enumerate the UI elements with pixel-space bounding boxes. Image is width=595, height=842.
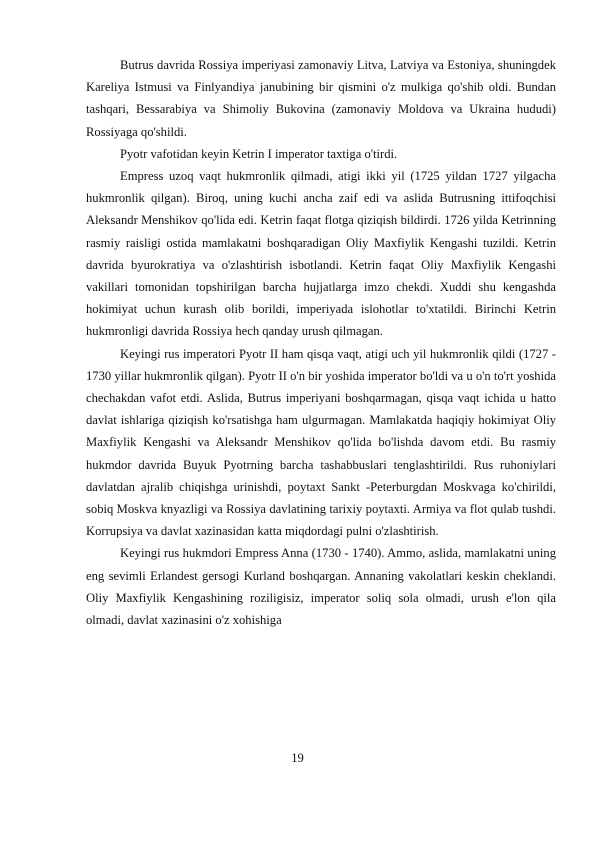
page-number: 19 — [291, 751, 304, 765]
paragraph: Empress uzoq vaqt hukmronlik qilmadi, atigi ikki yil (1725 yildan 1727 yilgacha hukmronlik qilgan). Biroq, uning kuchi ancha zaif edi va aslida Butrusning ittifoqchisi Aleksandr Menshikov qo'lida edi. Ketrin faqat flotga qiziqish bildirdi. 1726 yilda Ketrinning rasmiy raisligi ostida mamlakatni boshqaradigan Oliy Maxfiylik Kengashi tuzildi. Ketrin davrida byurokratiya va o'zlashtirish isbotlandi. Ketrin faqat Oliy Maxfiylik Kengashi vakillari tomonidan topshirilgan barcha hujjatlarga imzo chekdi. Xuddi shu kengashda hokimiyat uchun kurash olib borildi, imperiyada islohotlar to'xtatildi. Birinchi Ketrin hukmronligi davrida Rossiya hech qanday urush qilmagan. — [86, 169, 556, 339]
paragraph: Keyingi rus hukmdori Empress Anna (1730 - 1740). Ammo, aslida, mamlakatni uning eng sevimli Erlandest gersogi Kurland boshqargan. Annaning vakolatlari keskin cheklandi. Oliy Maxfiylik Kengashining roziligisiz, imperator soliq sola olmadi, urush e'lon qila olmadi, davlat xazinasini o'z xohishiga — [86, 546, 556, 628]
text-body — [86, 54, 556, 631]
paragraph: Keyingi rus imperatori Pyotr II ham qisqa vaqt, atigi uch yil hukmronlik qildi (1727 - 1730 yillar hukmronlik qilgan). Pyotr II o'n bir yoshida imperator bo'ldi va u o'n to'rt yoshida chechakdan vafot etdi. Aslida, Butrus imperiyani boshqarmagan, qisqa vaqt ichida u hatto davlat ishlariga qiziqish ko'rsatishga ham ulgurmagan. Mamlakatda haqiqiy hokimiyat Oliy Maxfiylik Kengashi va Aleksandr Menshikov qo'lida bo'lishda davom etdi. Bu rasmiy hukmdor davrida Buyuk Pyotrning barcha tashabbuslari tenglashtirildi. Rus ruhoniylari davlatdan ajralib chiqishga urinishdi, poytaxt Sankt -Peterburgdan Moskvaga ko'chirildi, sobiq Moskva knyazligi va Rossiya davlatining tarixiy poytaxti. Armiya va flot qulab tushdi. Korrupsiya va davlat xazinasidan katta miqdordagi pulni o'zlashtirish. — [86, 346, 556, 539]
paragraph: Butrus davrida Rossiya imperiyasi zamonaviy Litva, Latviya va Estoniya, shuningdek Kareliya Istmusi va Finlyandiya janubining bir qismini o'z mulkiga qo'shib oldi. Bundan tashqari, Bessarabiya va Shimoliy Bukovina (zamonaviy Moldova va Ukraina hududi) Rossiyaga qo'shildi. — [86, 58, 556, 139]
paragraph: Pyotr vafotidan keyin Ketrin I imperator taxtiga o'tirdi. — [120, 146, 398, 161]
